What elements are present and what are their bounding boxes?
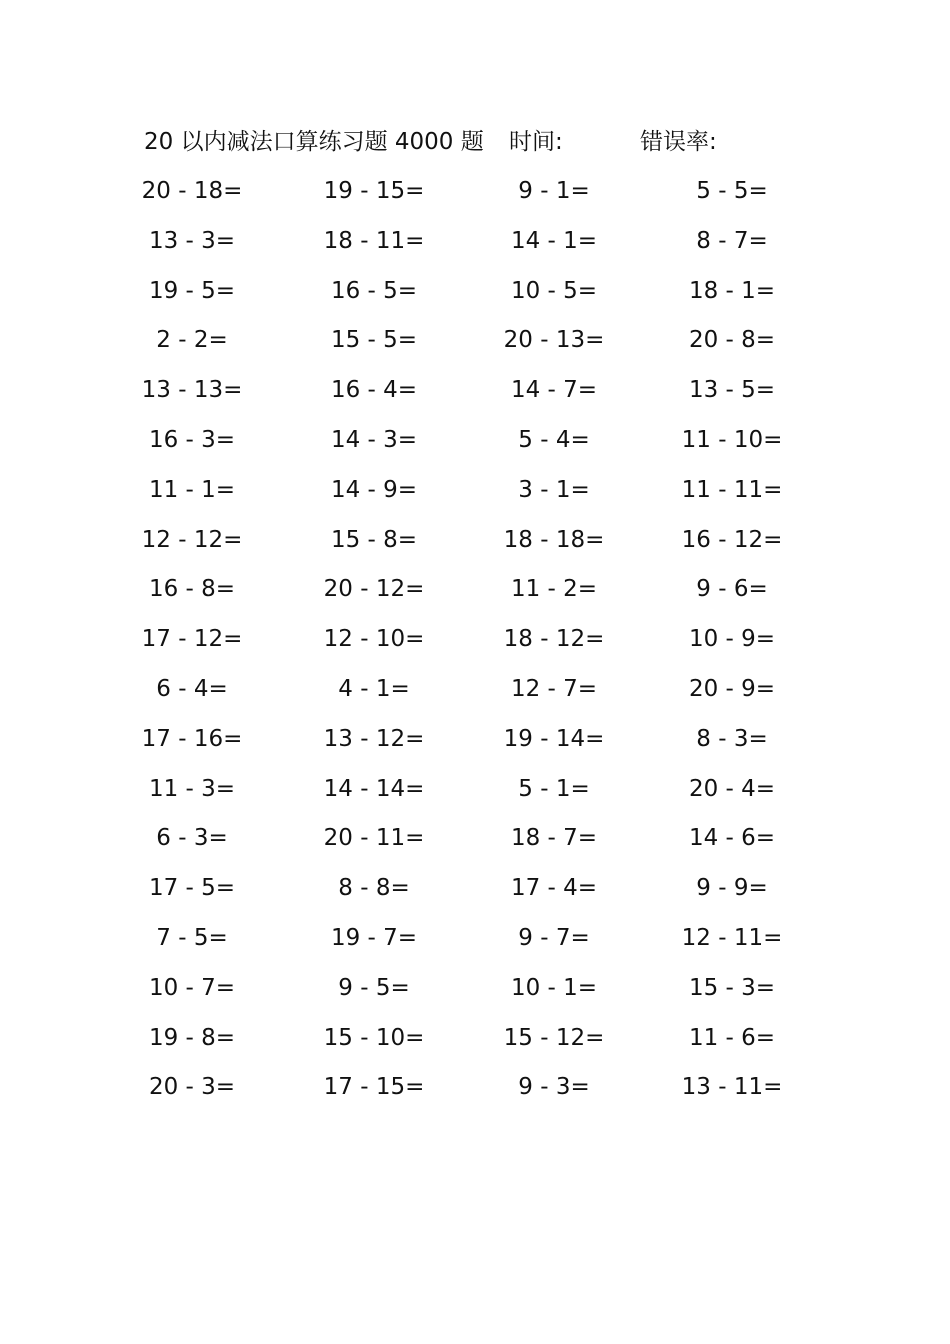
subtraction-problem: 15 - 3= (688, 974, 776, 1001)
subtraction-problem: 6 - 3= (156, 825, 228, 852)
subtraction-problem: 18 - 12= (503, 626, 605, 653)
subtraction-problem: 4 - 1= (338, 675, 410, 702)
subtraction-problem: 19 - 7= (330, 924, 418, 951)
problem-row (140, 621, 800, 671)
subtraction-problem: 20 - 12= (323, 576, 425, 603)
subtraction-problem: 20 - 9= (688, 675, 776, 702)
subtraction-problem: 10 - 9= (688, 626, 776, 653)
subtraction-problem: 15 - 5= (330, 327, 418, 354)
subtraction-problem: 8 - 3= (696, 725, 768, 752)
subtraction-problem: 19 - 15= (323, 178, 425, 204)
subtraction-problem: 13 - 11= (681, 1074, 783, 1101)
subtraction-problem: 9 - 7= (518, 924, 590, 951)
subtraction-problem: 14 - 14= (323, 775, 425, 802)
problem-row (140, 422, 800, 472)
subtraction-problem: 19 - 14= (503, 725, 605, 752)
subtraction-problem: 10 - 5= (510, 277, 598, 304)
subtraction-problem: 20 - 18= (141, 178, 243, 204)
problem-row (140, 1069, 800, 1119)
subtraction-problem: 9 - 6= (696, 576, 768, 603)
subtraction-problem: 5 - 5= (696, 178, 768, 204)
subtraction-problem: 11 - 3= (148, 775, 236, 802)
subtraction-problem: 17 - 5= (148, 875, 236, 902)
subtraction-problem: 9 - 1= (518, 178, 590, 204)
subtraction-problem: 12 - 11= (681, 924, 783, 951)
subtraction-problem: 20 - 4= (688, 775, 776, 802)
problem-row (140, 870, 800, 920)
subtraction-problem: 6 - 4= (156, 675, 228, 702)
subtraction-problem: 11 - 11= (681, 476, 783, 503)
subtraction-problem: 20 - 13= (503, 327, 605, 354)
subtraction-problem: 20 - 8= (688, 327, 776, 354)
subtraction-problem: 17 - 16= (141, 725, 243, 752)
subtraction-problem: 10 - 1= (510, 974, 598, 1001)
problem-grid (140, 173, 800, 1119)
subtraction-problem: 10 - 7= (148, 974, 236, 1001)
subtraction-problem: 13 - 5= (688, 377, 776, 404)
subtraction-problem: 9 - 9= (696, 875, 768, 902)
subtraction-problem: 9 - 5= (338, 974, 410, 1001)
subtraction-problem: 8 - 7= (696, 227, 768, 254)
problem-row (140, 372, 800, 422)
problem-row (140, 1020, 800, 1070)
subtraction-problem: 18 - 7= (510, 825, 598, 852)
problem-row (140, 571, 800, 621)
subtraction-problem: 14 - 7= (510, 377, 598, 404)
problem-row (140, 721, 800, 771)
subtraction-problem: 13 - 3= (148, 227, 236, 254)
problem-row (140, 223, 800, 273)
worksheet-title: 20 以内减法口算练习题 4000 题 (144, 129, 484, 155)
subtraction-problem: 13 - 13= (141, 377, 243, 404)
subtraction-problem: 12 - 12= (141, 526, 243, 553)
subtraction-problem: 12 - 10= (323, 626, 425, 653)
time-label: 时间: (509, 129, 563, 155)
subtraction-problem: 14 - 9= (330, 476, 418, 503)
subtraction-problem: 7 - 5= (156, 924, 228, 951)
worksheet-header (144, 124, 784, 160)
subtraction-problem: 18 - 11= (323, 227, 425, 254)
subtraction-problem: 18 - 18= (503, 526, 605, 553)
subtraction-problem: 20 - 3= (148, 1074, 236, 1101)
problem-row (140, 671, 800, 721)
subtraction-problem: 19 - 5= (148, 277, 236, 304)
subtraction-problem: 5 - 1= (518, 775, 590, 802)
problem-row (140, 472, 800, 522)
subtraction-problem: 14 - 6= (688, 825, 776, 852)
subtraction-problem: 19 - 8= (148, 1024, 236, 1051)
error-rate-label: 错误率: (640, 129, 717, 155)
subtraction-problem: 9 - 3= (518, 1074, 590, 1101)
subtraction-problem: 18 - 1= (688, 277, 776, 304)
subtraction-problem: 17 - 15= (323, 1074, 425, 1101)
subtraction-problem: 16 - 12= (681, 526, 783, 553)
subtraction-problem: 17 - 4= (510, 875, 598, 902)
problem-row (140, 273, 800, 323)
subtraction-problem: 15 - 8= (330, 526, 418, 553)
problem-row (140, 970, 800, 1020)
subtraction-problem: 16 - 5= (330, 277, 418, 304)
subtraction-problem: 5 - 4= (518, 426, 590, 453)
subtraction-problem: 16 - 4= (330, 377, 418, 404)
subtraction-problem: 15 - 12= (503, 1024, 605, 1051)
subtraction-problem: 11 - 1= (148, 476, 236, 503)
problem-row (140, 771, 800, 821)
problem-row (140, 820, 800, 870)
subtraction-problem: 11 - 2= (510, 576, 598, 603)
subtraction-problem: 14 - 3= (330, 426, 418, 453)
subtraction-problem: 11 - 10= (681, 426, 783, 453)
subtraction-problem: 13 - 12= (323, 725, 425, 752)
problem-row (140, 920, 800, 970)
subtraction-problem: 15 - 10= (323, 1024, 425, 1051)
subtraction-problem: 8 - 8= (338, 875, 410, 902)
subtraction-problem: 17 - 12= (141, 626, 243, 653)
subtraction-problem: 12 - 7= (510, 675, 598, 702)
subtraction-problem: 14 - 1= (510, 227, 598, 254)
subtraction-problem: 2 - 2= (156, 327, 228, 354)
problem-row (140, 522, 800, 572)
subtraction-problem: 11 - 6= (688, 1024, 776, 1051)
subtraction-problem: 3 - 1= (518, 476, 590, 503)
subtraction-problem: 16 - 3= (148, 426, 236, 453)
problem-row (140, 322, 800, 372)
problem-row (140, 173, 800, 223)
subtraction-problem: 16 - 8= (148, 576, 236, 603)
subtraction-problem: 20 - 11= (323, 825, 425, 852)
